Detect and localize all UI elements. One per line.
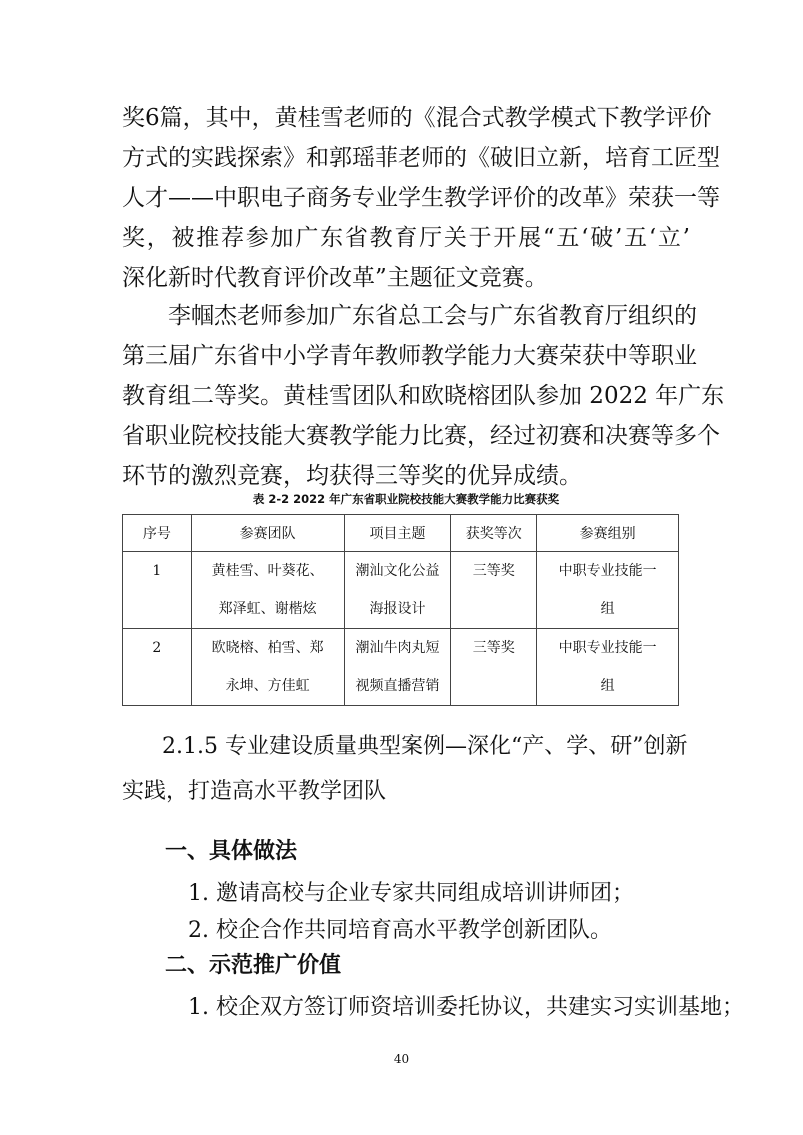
paragraph-line: 奖，被推荐参加广东省教育厅关于开展“五‘破’五‘立’	[122, 225, 690, 251]
cell-text: 组	[600, 678, 615, 694]
paragraph-line: 奖6篇，其中，黄桂雪老师的《混合式教学模式下教学评价	[122, 105, 712, 131]
cell-text: 欧晓榕、柏雪、郑	[211, 640, 324, 656]
page-number: 40	[393, 1052, 410, 1066]
cell-award	[451, 629, 537, 706]
cell-text: 郑泽虹、谢楷炫	[218, 601, 317, 617]
paragraph-line: 人才——中职电子商务专业学生教学评价的改革》荣获一等	[122, 185, 720, 211]
heading-specific-practices: 一、具体做法	[165, 839, 298, 864]
cell-text: 海报设计	[369, 601, 426, 617]
section-title-line: 2.1.5 专业建设质量典型案例—深化“产、学、研”创新	[162, 734, 688, 759]
heading-demonstration-value: 二、示范推广价值	[165, 953, 342, 978]
cell-text: 潮汕文化公益	[355, 563, 440, 579]
cell-text: 潮汕牛肉丸短	[355, 640, 440, 656]
awards-table	[122, 514, 679, 706]
header-topic: 项目主题	[344, 515, 451, 552]
section-title-line: 实践，打造高水平教学团队	[122, 779, 387, 804]
table-caption: 表 2-2 2022 年广东省职业院校技能大赛教学能力比赛获奖	[252, 492, 560, 506]
cell-team	[191, 629, 344, 706]
paragraph-line: 方式的实践探索》和郭瑶菲老师的《破旧立新，培育工匠型	[122, 145, 720, 171]
cell-text: 三等奖	[472, 640, 515, 656]
cell-no	[123, 629, 192, 706]
cell-text: 中职专业技能一	[558, 640, 657, 656]
paragraph-line: 深化新时代教育评价改革”主题征文竞赛。	[122, 265, 548, 291]
cell-text: 视频直播营销	[355, 678, 440, 694]
cell-team	[191, 552, 344, 629]
cell-text: 2	[152, 640, 162, 656]
list-item: 1. 邀请高校与企业专家共同组成培训讲师团；	[188, 881, 634, 906]
table-row	[123, 552, 679, 629]
cell-award	[451, 552, 537, 629]
cell-text: 中职专业技能一	[558, 563, 657, 579]
header-team: 参赛团队	[191, 515, 344, 552]
paragraph-line: 教育组二等奖。黄桂雪团队和欧晓榕团队参加 2022 年广东	[122, 383, 725, 409]
list-item: 2. 校企合作共同培育高水平教学创新团队。	[188, 918, 612, 943]
cell-text: 组	[600, 601, 615, 617]
cell-group	[537, 552, 679, 629]
cell-no	[123, 552, 192, 629]
table-row	[123, 629, 679, 706]
cell-text: 黄桂雪、叶葵花、	[211, 563, 324, 579]
list-item: 1. 校企双方签订师资培训委托协议，共建实习实训基地；	[188, 995, 744, 1020]
cell-text: 永坤、方佳虹	[225, 678, 310, 694]
paragraph-line: 李帼杰老师参加广东省总工会与广东省教育厅组织的	[168, 303, 697, 329]
section-title	[122, 727, 687, 812]
cell-group	[537, 629, 679, 706]
paragraph-competition	[122, 296, 725, 496]
header-no: 序号	[123, 515, 192, 552]
header-group: 参赛组别	[537, 515, 679, 552]
paragraph-line: 环节的激烈竞赛，均获得三等奖的优异成绩。	[122, 463, 582, 489]
paragraph-line: 省职业院校技能大赛教学能力比赛，经过初赛和决赛等多个	[122, 423, 720, 449]
cell-text: 1	[152, 563, 162, 579]
table-header-row	[123, 515, 679, 552]
header-award: 获奖等次	[451, 515, 537, 552]
paragraph-line: 第三届广东省中小学青年教师教学能力大赛荣获中等职业	[122, 343, 697, 369]
cell-text: 三等奖	[472, 563, 515, 579]
cell-topic	[344, 552, 451, 629]
paragraph-awards-essays	[122, 98, 720, 298]
cell-topic	[344, 629, 451, 706]
